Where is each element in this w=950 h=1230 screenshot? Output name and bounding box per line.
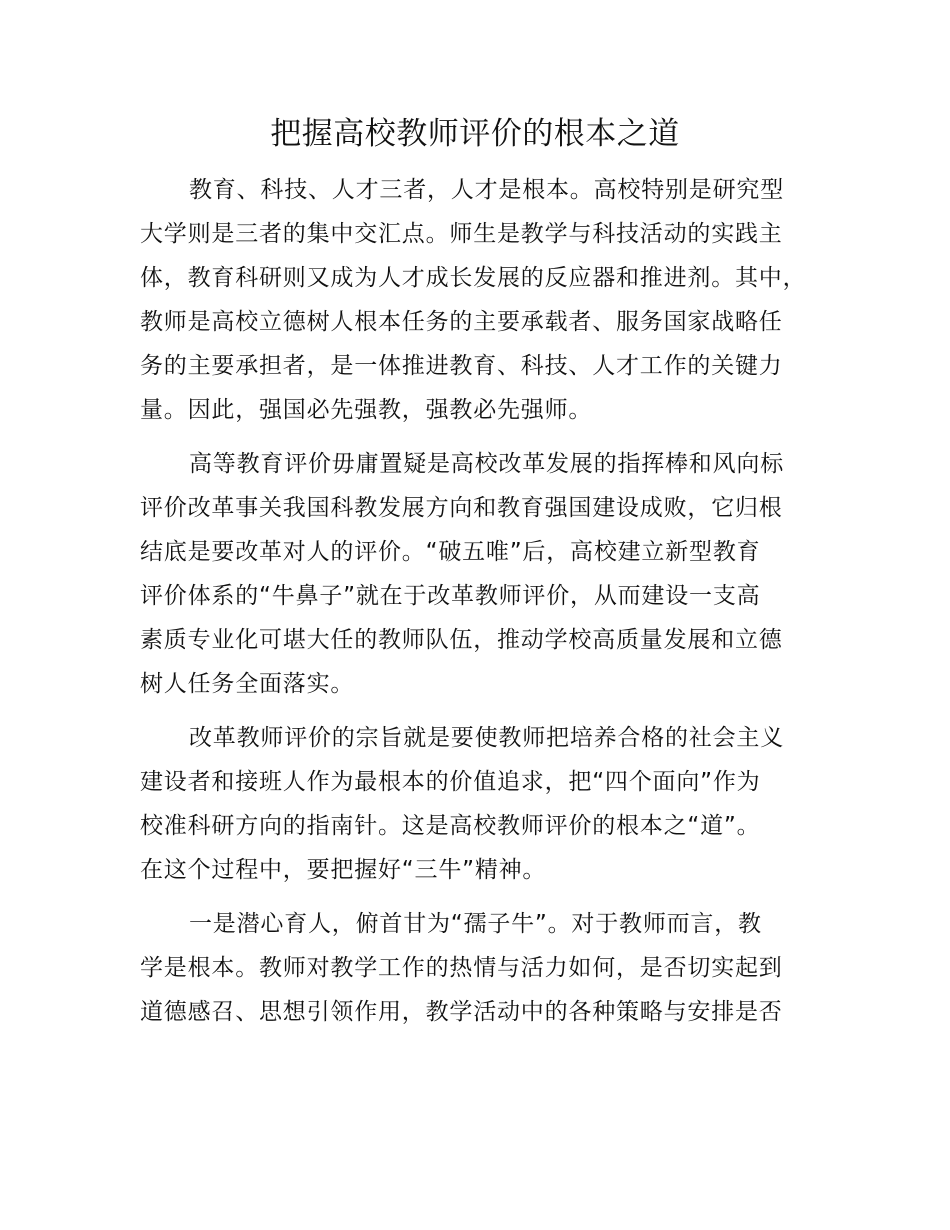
text-line: 高等教育评价毋庸置疑是高校改革发展的指挥棒和风向标 bbox=[189, 451, 784, 477]
text-line: 评价改革事关我国科教发展方向和教育强国建设成败，它归根 bbox=[140, 495, 783, 521]
paragraph-2 bbox=[140, 442, 840, 706]
paragraph-1 bbox=[140, 168, 840, 432]
text-line: 一是潜心育人，俯首甘为“孺子牛”。对于教师而言，教 bbox=[189, 911, 762, 937]
text-line: 道德感召、思想引领作用，教学活动中的各种策略与安排是否 bbox=[140, 999, 783, 1025]
text-line: 树人任务全面落实。 bbox=[140, 671, 355, 697]
text-line: 体，教育科研则又成为人才成长发展的反应器和推进剂。其中， bbox=[140, 265, 807, 291]
text-line: 在这个过程中，要把握好“三牛”精神。 bbox=[140, 857, 547, 883]
text-line: 素质专业化可堪大任的教师队伍，推动学校高质量发展和立德 bbox=[140, 627, 783, 653]
text-line: 校准科研方向的指南针。这是高校教师评价的根本之“道”。 bbox=[140, 813, 761, 839]
paragraph-3 bbox=[140, 716, 840, 892]
text-line: 教师是高校立德树人根本任务的主要承载者、服务国家战略任 bbox=[140, 309, 783, 335]
text-line: 教育、科技、人才三者，人才是根本。高校特别是研究型 bbox=[189, 177, 784, 203]
text-line: 结底是要改革对人的评价。“破五唯”后，高校建立新型教育 bbox=[140, 539, 761, 565]
text-line: 评价体系的“牛鼻子”就在于改革教师评价，从而建设一支高 bbox=[140, 583, 761, 609]
text-line: 学是根本。教师对教学工作的热情与活力如何，是否切实起到 bbox=[140, 955, 783, 981]
text-line: 改革教师评价的宗旨就是要使教师把培养合格的社会主义 bbox=[189, 725, 784, 751]
text-line: 量。因此，强国必先强教，强教必先强师。 bbox=[140, 397, 593, 423]
paragraph-4 bbox=[140, 902, 840, 1034]
page-title: 把握高校教师评价的根本之道 bbox=[270, 116, 680, 152]
document-body bbox=[140, 168, 840, 1044]
text-line: 建设者和接班人作为最根本的价值追求，把“四个面向”作为 bbox=[140, 769, 761, 795]
text-line: 大学则是三者的集中交汇点。师生是教学与科技活动的实践主 bbox=[140, 221, 783, 247]
text-line: 务的主要承担者，是一体推进教育、科技、人才工作的关键力 bbox=[140, 353, 783, 379]
